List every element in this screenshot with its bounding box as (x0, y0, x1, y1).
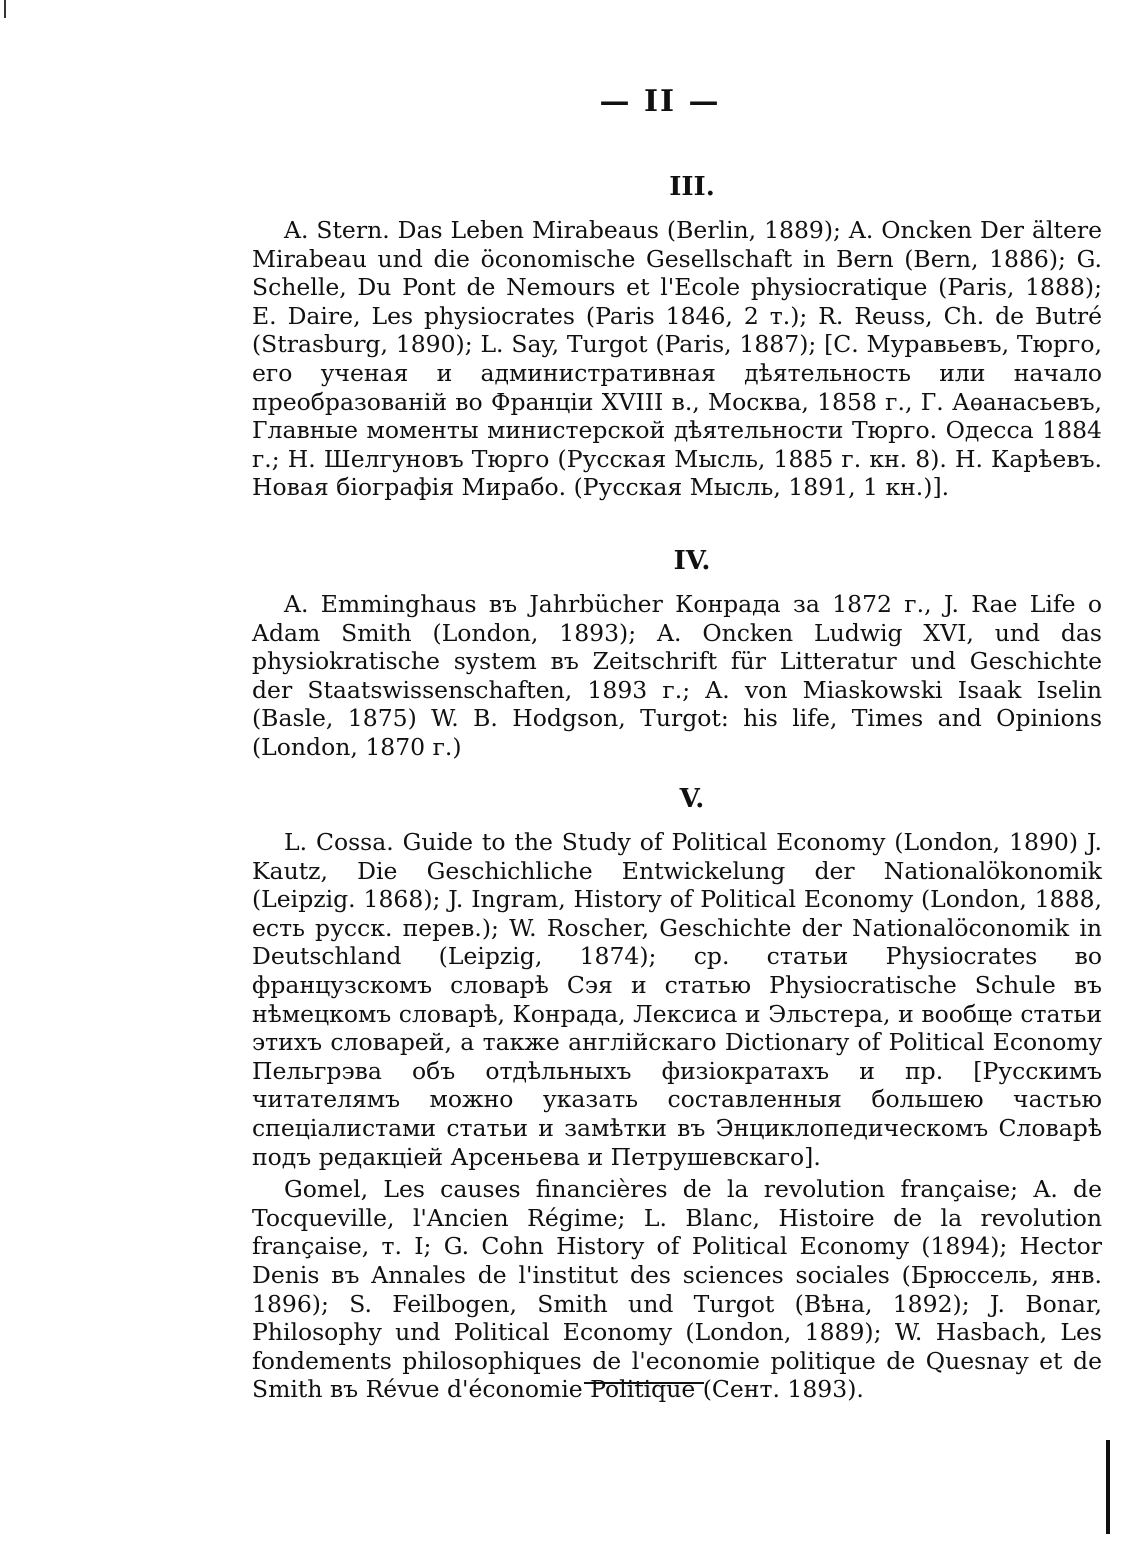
end-rule (584, 1382, 704, 1384)
bibliography-paragraph: A. Stern. Das Leben Mirabeaus (Berlin, 1889); A. Oncken Der ältere Mirabeau und die öconomische Gesellschaft in Bern (Bern, 1886); G. Schelle, Du Pont de Nemours et l'Ecole physiocratique (Paris, 1888); E. Daire, Les physiocrates (Paris 1846, 2 т.); R. Reuss, Ch. de Butré (Strasburg, 1890); L. Say, Turgot (Paris, 1887); [С. Муравьевъ, Тюрго, его ученая и административная дѣятельность или начало преобразованій во Франціи XVIII в., Москва, 1858 г., Г. Аѳанасьевъ, Главные моменты министерской дѣятельности Тюрго. Одесса 1884 г.; Н. Шелгуновъ Тюрго (Русская Мысль, 1885 г. кн. 8). Н. Карѣевъ. Новая біографія Мирабо. (Русская Мысль, 1891, 1 кн.)]. (252, 216, 1102, 502)
running-head: — II — (599, 84, 721, 119)
bibliography-paragraph: Gomel, Les causes financières de la revolution française; A. de Tocqueville, l'Ancien Régime; L. Blanc, Histoire de la revolution française, т. I; G. Cohn History of Political Economy (1894); Hector Denis въ Annales de l'institut des sciences sociales (Брюссель, янв. 1896); S. Feilbogen, Smith und Turgot (Вѣна, 1892); J. Bonar, Philosophy und Political Economy (London, 1889); W. Hasbach, Les fondements philosophiques de l'economie politique de Quesnay et de Smith въ Révue d'économie Politique (Сент. 1893). (252, 1175, 1102, 1404)
margin-scan-mark (1106, 1440, 1110, 1534)
section-heading: V. (679, 784, 705, 814)
section-5 (252, 784, 1102, 1404)
bibliography-paragraph: A. Emminghaus въ Jahrbücher Конрада за 1872 г., J. Rae Life o Adam Smith (London, 1893); A. Oncken Ludwig XVI, und das physiokratische system въ Zeitschrift für Litteratur und Geschichte der Staatswissenschaften, 1893 г.; A. von Miaskowski Isaak Iselin (Basle, 1875) W. B. Hodgson, Turgot: his life, Times and Opinions (London, 1870 г.) (252, 590, 1102, 761)
section-heading: III. (669, 172, 715, 202)
section-3 (252, 172, 1102, 502)
bibliography-paragraph: L. Cossa. Guide to the Study of Political Economy (London, 1890) J. Kautz, Die Geschichliche Entwickelung der Nationalökonomik (Leipzig. 1868); J. Ingram, History of Political Economy (London, 1888, есть русск. перев.); W. Roscher, Geschichte der Nationalöconomik in Deutschland (Leipzig, 1874); ср. статьи Physiocrates во французскомъ словарѣ Сэя и статью Physiocratische Schule въ нѣмецкомъ словарѣ, Конрада, Лексиса и Эльстера, и вообще статьи этихъ словарей, а также англійскаго Dictionary of Political Economy Пельгрэва объ отдѣльныхъ физіократахъ и пр. [Русскимъ читателямъ можно указать составленныя большею частью спеціалистами статьи и замѣтки въ Энциклопедическомъ Словарѣ подъ редакціей Арсеньева и Петрушевскаго]. (252, 828, 1102, 1171)
section-heading: IV. (673, 546, 711, 576)
section-4 (252, 546, 1102, 762)
margin-scan-mark (4, 0, 6, 18)
